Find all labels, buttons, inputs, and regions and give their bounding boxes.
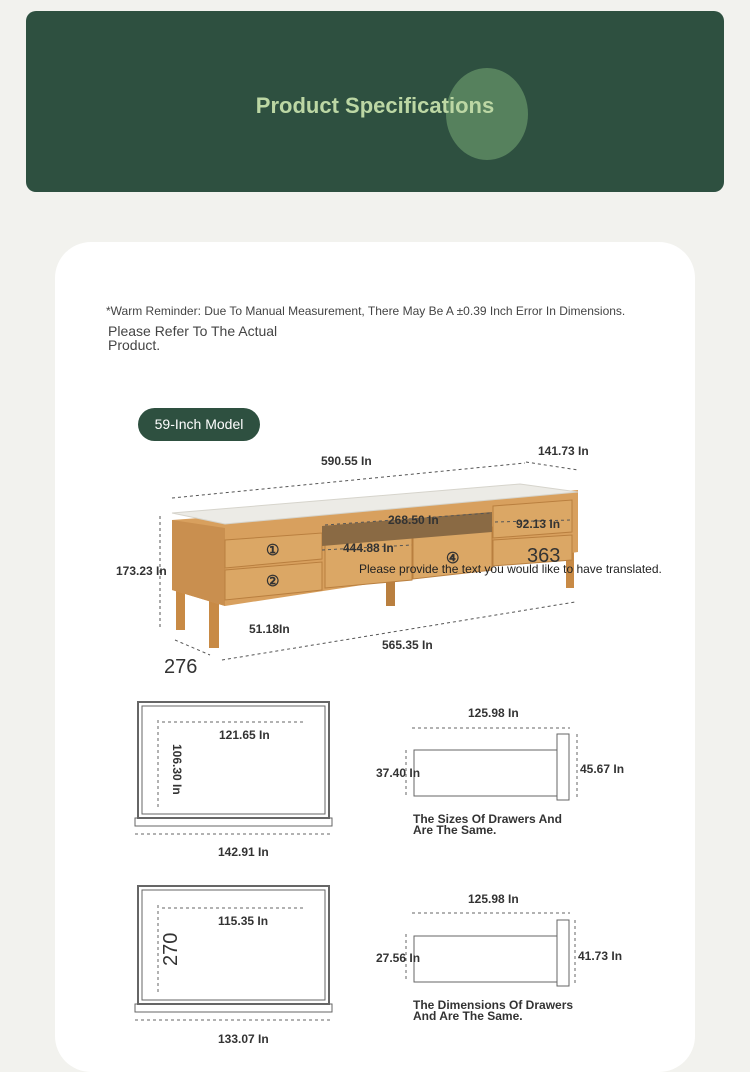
total-width-label: 590.55 In bbox=[321, 454, 372, 468]
page-title: Product Specifications bbox=[255, 93, 495, 118]
drawer-side-bottom-note: The Dimensions Of Drawers And Are The Same. bbox=[413, 998, 574, 1023]
drawer-side-top-length: 125.98 In bbox=[468, 706, 519, 720]
drawer-top-outer-width: 142.91 In bbox=[218, 845, 269, 859]
drawer-side-top bbox=[406, 728, 577, 800]
drawer-number-4: ④ bbox=[446, 550, 460, 567]
drawer-side-bottom-length: 125.98 In bbox=[468, 892, 519, 906]
open-shelf-label: 268.50 In bbox=[388, 513, 439, 527]
depth-bottom-label: 276 bbox=[164, 656, 198, 678]
base-width-label: 565.35 In bbox=[382, 638, 433, 652]
overlay-note: Please provide the text you would like to have translated. bbox=[359, 562, 662, 576]
drawer-side-bottom bbox=[406, 913, 575, 986]
drawer-bottom-inner-depth: 270 bbox=[160, 932, 182, 966]
drawer-number-2: ② bbox=[266, 573, 280, 590]
drawer-side-top-front: 45.67 In bbox=[580, 762, 625, 776]
drawer-bottom-outer-width: 133.07 In bbox=[218, 1032, 269, 1046]
drawer-side-bottom-height: 27.56 In bbox=[376, 951, 421, 965]
depth-top-label: 141.73 In bbox=[538, 444, 589, 458]
drawer-number-1: ① bbox=[266, 542, 280, 559]
leg-offset-label: 51.18In bbox=[249, 622, 290, 636]
inner-width-label: 444.88 In bbox=[343, 541, 394, 555]
height-label: 173.23 In bbox=[116, 564, 167, 578]
side-extra-label: 363 bbox=[527, 545, 561, 567]
drawer-side-top-height: 37.40 In bbox=[376, 766, 421, 780]
side-drawer-label: 92.13 In bbox=[516, 517, 561, 531]
drawer-top-inner-width: 121.65 In bbox=[219, 728, 270, 742]
refer-note: Please Refer To The Actual Product. bbox=[108, 323, 278, 353]
drawer-bottom-inner-width: 115.35 In bbox=[218, 914, 269, 928]
warm-reminder: *Warm Reminder: Due To Manual Measurement, There May Be A ±0.39 Inch Error In Dimensions. bbox=[106, 304, 626, 318]
drawer-side-top-note: The Sizes Of Drawers And Are The Same. bbox=[413, 812, 562, 837]
model-badge: 59-Inch Model bbox=[138, 408, 260, 441]
drawer-plan-top bbox=[135, 702, 332, 834]
drawer-top-inner-depth: 106.30 In bbox=[170, 744, 184, 795]
drawer-side-bottom-front: 41.73 In bbox=[578, 949, 623, 963]
